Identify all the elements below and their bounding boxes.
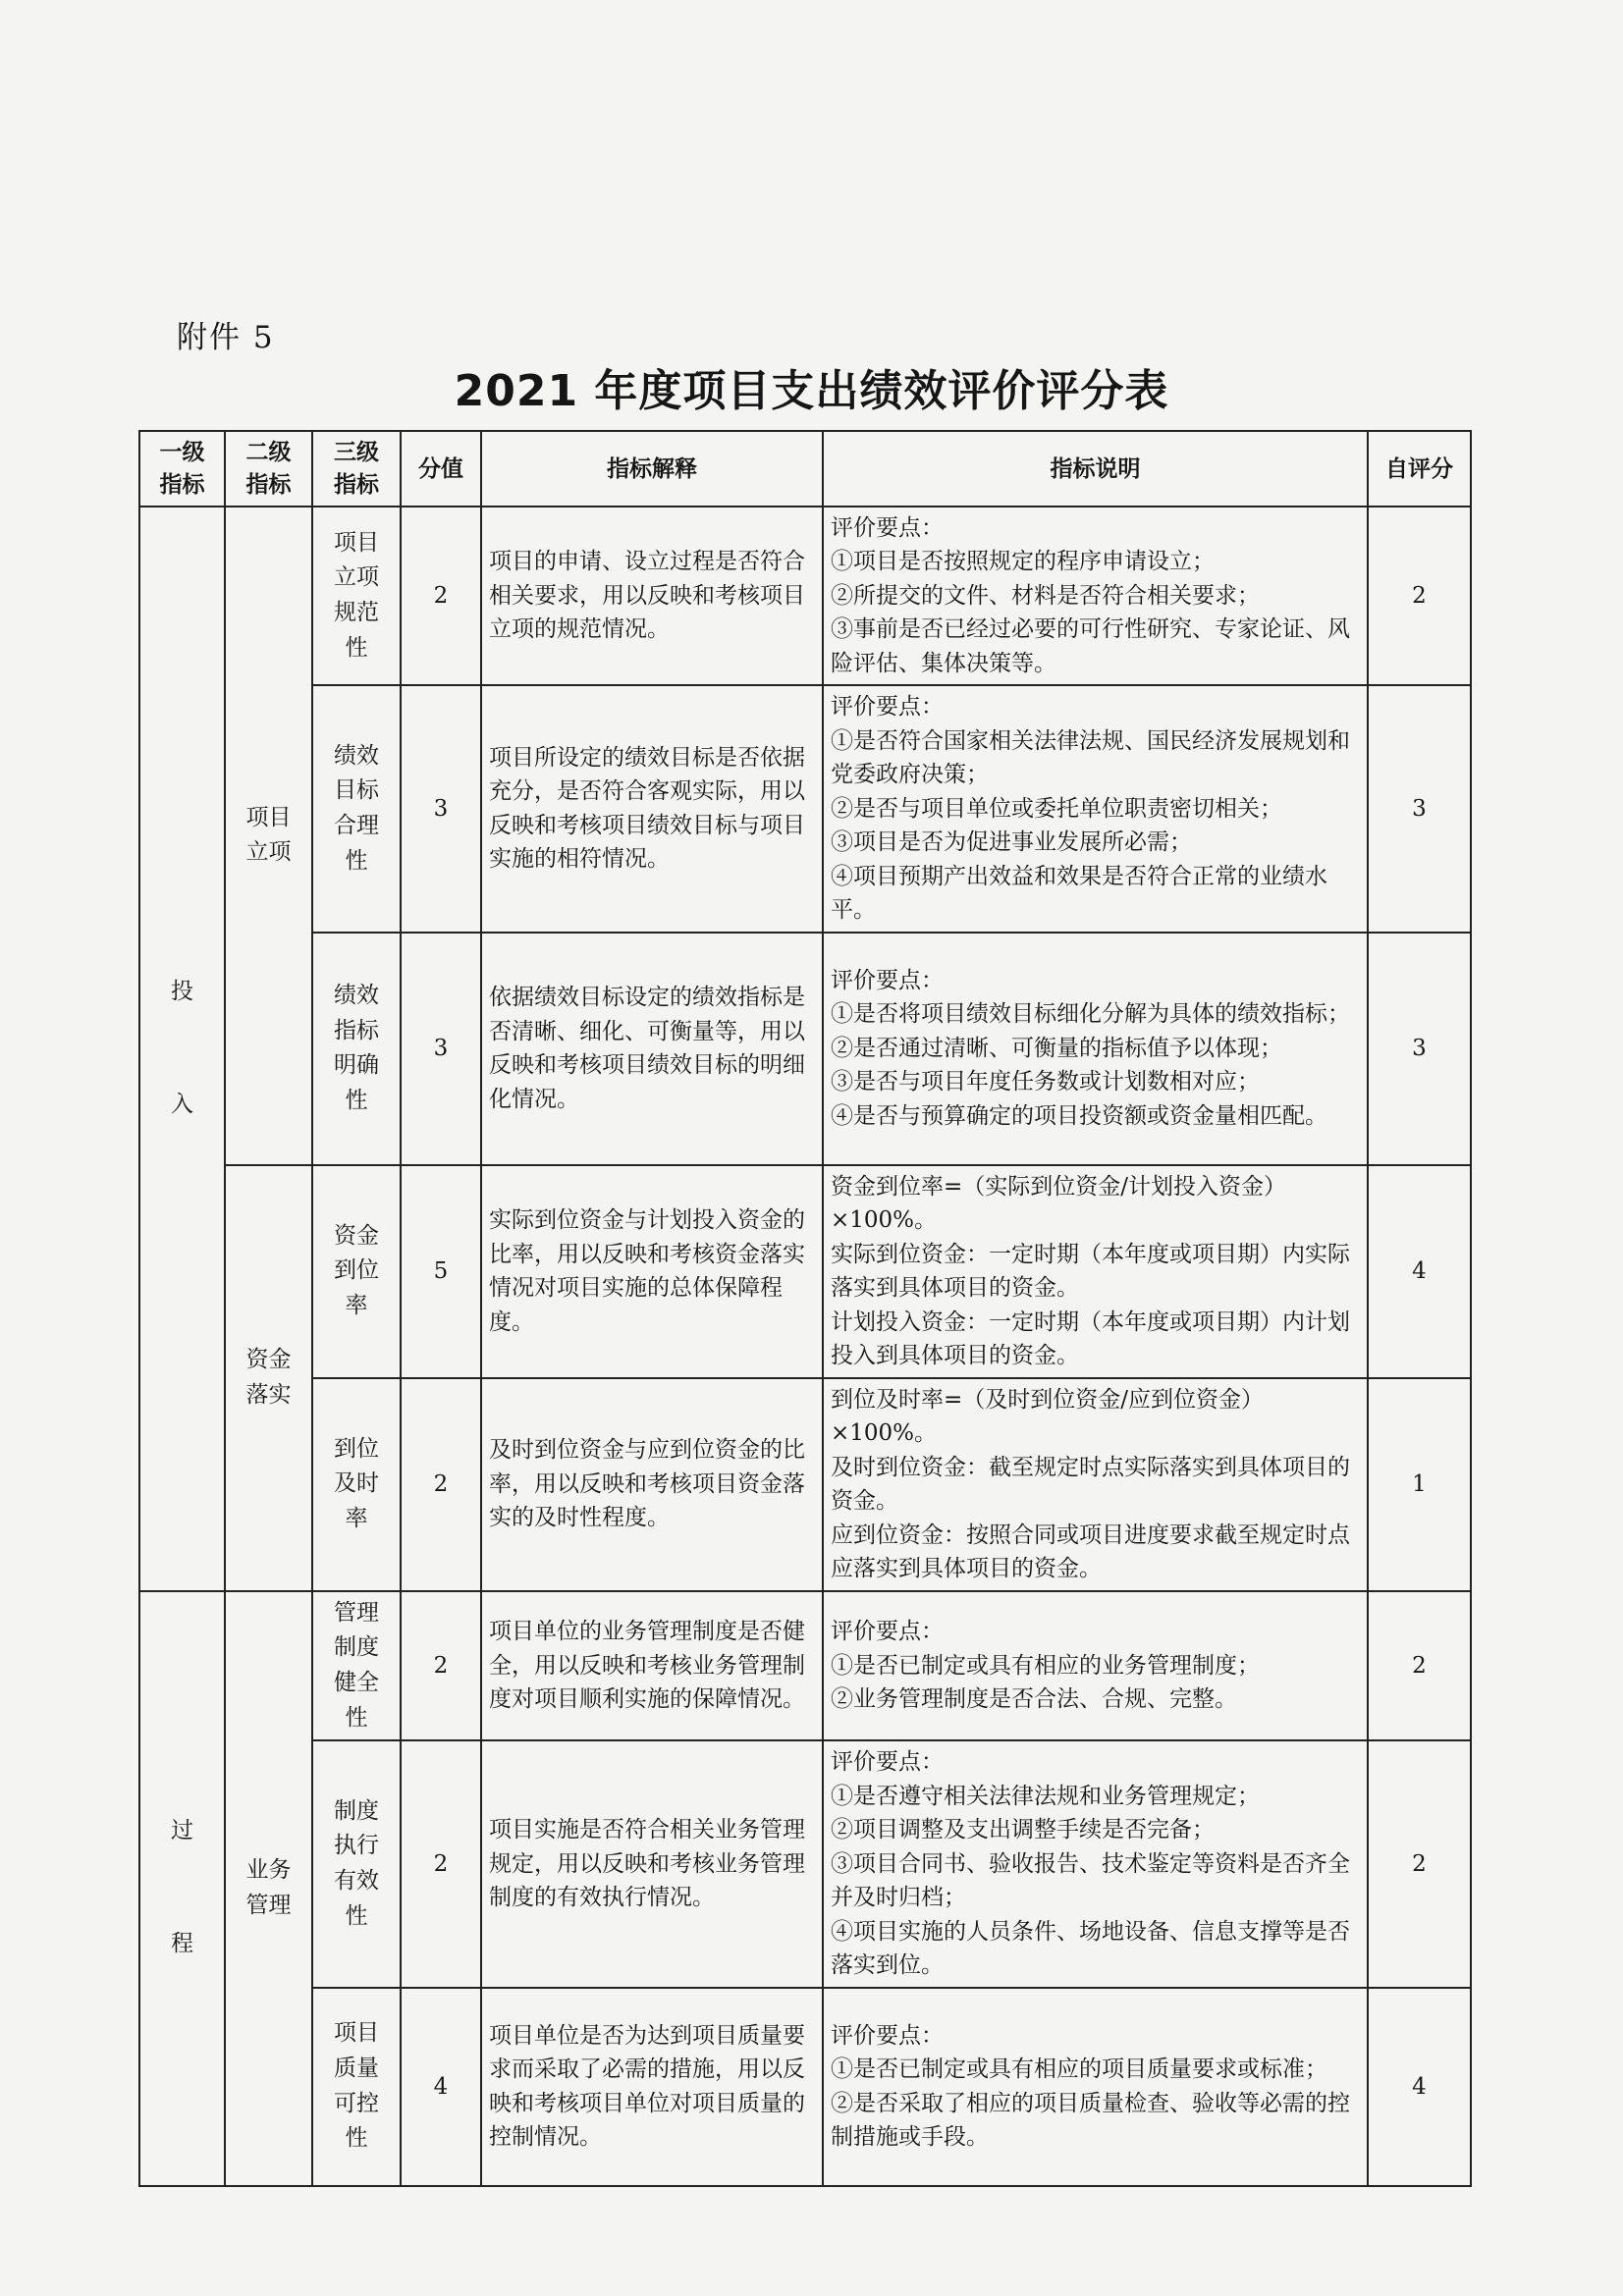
explanation-cell: 及时到位资金与应到位资金的比率，用以反映和考核项目资金落实的及时性程度。 — [481, 1378, 823, 1591]
self-score-cell: 2 — [1368, 507, 1471, 686]
table-header-row — [139, 431, 1471, 507]
table-row — [139, 1378, 1471, 1591]
level3-cell: 项目 立项 规范 性 — [312, 507, 401, 686]
score-cell: 2 — [401, 507, 481, 686]
table-row — [139, 933, 1471, 1165]
self-score-cell: 2 — [1368, 1740, 1471, 1988]
description-cell: 评价要点： ①是否已制定或具有相应的业务管理制度； ②业务管理制度是否合法、合规、完整。 — [823, 1591, 1368, 1741]
self-score-cell: 1 — [1368, 1378, 1471, 1591]
description-cell: 到位及时率=（及时到位资金/应到位资金）×100%。 及时到位资金：截至规定时点实际落实到具体项目的资金。 应到位资金：按照合同或项目进度要求截至规定时点应落实到具体项目的资金。 — [823, 1378, 1368, 1591]
description-cell: 评价要点： ①是否遵守相关法律法规和业务管理规定； ②项目调整及支出调整手续是否完备； ③项目合同书、验收报告、技术鉴定等资料是否齐全并及时归档； ④项目实施的人员条件、场地设备、信息支撑等是否落实到位。 — [823, 1740, 1368, 1988]
header-level2: 二级 指标 — [225, 431, 312, 507]
self-score-cell: 3 — [1368, 685, 1471, 933]
evaluation-score-table — [138, 430, 1472, 2187]
header-level3: 三级 指标 — [312, 431, 401, 507]
score-cell: 5 — [401, 1165, 481, 1378]
header-level1: 一级 指标 — [139, 431, 225, 507]
level3-cell: 绩效 指标 明确 性 — [312, 933, 401, 1165]
table-row — [139, 1988, 1471, 2186]
explanation-cell: 依据绩效目标设定的绩效指标是否清晰、细化、可衡量等，用以反映和考核项目绩效目标的明细化情况。 — [481, 933, 823, 1165]
level3-cell: 管理 制度 健全 性 — [312, 1591, 401, 1741]
header-self-score: 自评分 — [1368, 431, 1471, 507]
explanation-cell: 实际到位资金与计划投入资金的比率，用以反映和考核资金落实情况对项目实施的总体保障程度。 — [481, 1165, 823, 1378]
table-row — [139, 507, 1471, 686]
description-cell: 资金到位率=（实际到位资金/计划投入资金）×100%。 实际到位资金：一定时期（本年度或项目期）内实际落实到具体项目的资金。 计划投入资金：一定时期（本年度或项目期）内计划投入到具体项目的资金。 — [823, 1165, 1368, 1378]
table-row — [139, 1165, 1471, 1378]
explanation-cell: 项目的申请、设立过程是否符合相关要求，用以反映和考核项目立项的规范情况。 — [481, 507, 823, 686]
score-cell: 2 — [401, 1591, 481, 1741]
score-cell: 3 — [401, 933, 481, 1165]
self-score-cell: 4 — [1368, 1165, 1471, 1378]
table-row — [139, 685, 1471, 933]
score-cell: 4 — [401, 1988, 481, 2186]
level3-cell: 到位 及时 率 — [312, 1378, 401, 1591]
self-score-cell: 4 — [1368, 1988, 1471, 2186]
score-cell: 2 — [401, 1740, 481, 1988]
level3-cell: 绩效 目标 合理 性 — [312, 685, 401, 933]
explanation-cell: 项目实施是否符合相关业务管理规定，用以反映和考核业务管理制度的有效执行情况。 — [481, 1740, 823, 1988]
level2-business-mgmt: 业务 管理 — [225, 1591, 312, 2186]
header-description: 指标说明 — [823, 431, 1368, 507]
level1-process: 过 程 — [139, 1591, 225, 2186]
level2-project-setup: 项目 立项 — [225, 507, 312, 1165]
description-cell: 评价要点： ①是否符合国家相关法律法规、国民经济发展规划和党委政府决策； ②是否与项目单位或委托单位职责密切相关； ③项目是否为促进事业发展所必需； ④项目预期产出效益和效果是否符合正常的业绩水平。 — [823, 685, 1368, 933]
level3-cell: 项目 质量 可控 性 — [312, 1988, 401, 2186]
header-score: 分值 — [401, 431, 481, 507]
level3-cell: 制度 执行 有效 性 — [312, 1740, 401, 1988]
table-row — [139, 1740, 1471, 1988]
page-title: 2021 年度项目支出绩效评价评分表 — [454, 366, 1169, 416]
description-cell: 评价要点： ①项目是否按照规定的程序申请设立； ②所提交的文件、材料是否符合相关要求； ③事前是否已经过必要的可行性研究、专家论证、风险评估、集体决策等。 — [823, 507, 1368, 686]
score-cell: 2 — [401, 1378, 481, 1591]
description-cell: 评价要点： ①是否将项目绩效目标细化分解为具体的绩效指标； ②是否通过清晰、可衡量的指标值予以体现； ③是否与项目年度任务数或计划数相对应； ④是否与预算确定的项目投资额或资金量相匹配。 — [823, 933, 1368, 1165]
explanation-cell: 项目单位的业务管理制度是否健全，用以反映和考核业务管理制度对项目顺利实施的保障情况。 — [481, 1591, 823, 1741]
level1-input: 投 入 — [139, 507, 225, 1591]
header-explanation: 指标解释 — [481, 431, 823, 507]
attachment-label: 附件 5 — [177, 320, 275, 355]
level2-funding: 资金 落实 — [225, 1165, 312, 1591]
explanation-cell: 项目所设定的绩效目标是否依据充分，是否符合客观实际，用以反映和考核项目绩效目标与项目实施的相符情况。 — [481, 685, 823, 933]
level3-cell: 资金 到位 率 — [312, 1165, 401, 1378]
description-cell: 评价要点： ①是否已制定或具有相应的项目质量要求或标准； ②是否采取了相应的项目质量检查、验收等必需的控制措施或手段。 — [823, 1988, 1368, 2186]
explanation-cell: 项目单位是否为达到项目质量要求而采取了必需的措施，用以反映和考核项目单位对项目质量的控制情况。 — [481, 1988, 823, 2186]
self-score-cell: 2 — [1368, 1591, 1471, 1741]
table-row — [139, 1591, 1471, 1741]
score-cell: 3 — [401, 685, 481, 933]
self-score-cell: 3 — [1368, 933, 1471, 1165]
